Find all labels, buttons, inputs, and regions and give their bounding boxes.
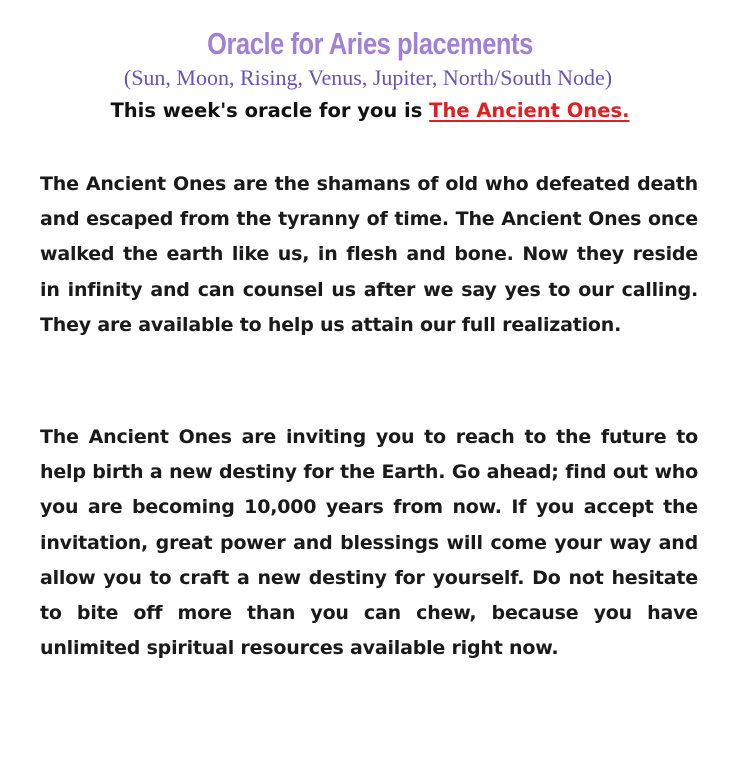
oracle-intro [0, 96, 740, 126]
body-paragraph-2: The Ancient Ones are inviting you to reach to the future to help birth a new destiny for the Earth. Go ahead; find out who you are becoming 10,000 years from now. If you accept the invitation, great power and blessings will come your way and allow you to craft a new destiny for yourself. Do not hesitate to bite off more than you can chew, because you have unlimited spiritual resources available right now. [40, 426, 698, 660]
body-paragraph-1: The Ancient Ones are the shamans of old who defeated death and escaped from the tyranny of time. The Ancient Ones once walked the earth like us, in flesh and bone. Now they reside in infinity and can counsel us after we say yes to our calling. They are available to help us attain our full realization. [40, 173, 698, 336]
placements-subtitle: (Sun, Moon, Rising, Venus, Jupiter, North/South Node) [123, 65, 613, 90]
oracle-name: The Ancient Ones. [429, 99, 630, 122]
page-title: Oracle for Aries placements [207, 26, 533, 61]
intro-prefix: This week's oracle for you is [110, 99, 430, 122]
